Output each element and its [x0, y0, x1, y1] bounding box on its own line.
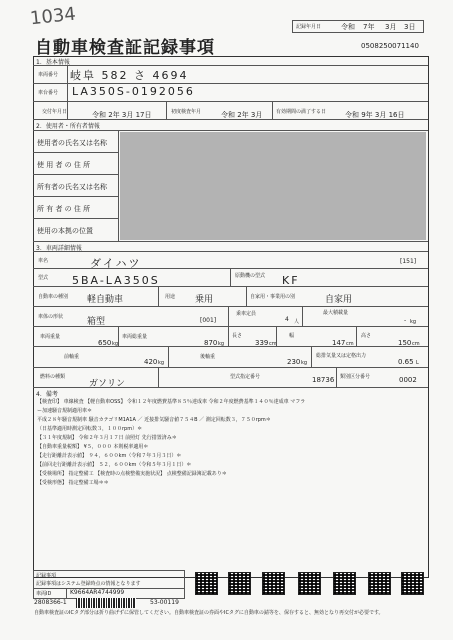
kind-value: 軽自動車 [87, 295, 124, 305]
qr-code [228, 572, 251, 595]
serial-mid: 53-00119 [150, 599, 179, 606]
redacted-owner-info [120, 132, 426, 240]
maker-code: [151] [400, 258, 417, 265]
vehicle-id-value: K9664AR4744999 [70, 589, 125, 596]
section-basic-title: 1．基本情報 [36, 59, 70, 66]
gross-value: 870 [204, 339, 218, 347]
maker-label: 車名 [38, 258, 49, 264]
priv-value: 自家用 [325, 295, 353, 305]
model-value: 5BA-LA350S [72, 274, 160, 287]
body-value: 箱型 [87, 317, 106, 327]
footer-note: 自動車検査証のICタグ部分は折り曲げずに保管してください。自動車検査証の券面やICタグに自動車の錆等を、保存すると、無効となり再交付が必要です。 [34, 610, 384, 616]
body-label: 車体の形状 [38, 314, 64, 320]
engine-value: KF [282, 274, 300, 287]
footer-box-title: 記録事項 [36, 573, 57, 579]
section-remarks-title: 4．備考 [36, 391, 58, 398]
handwritten-number: 1034 [29, 3, 77, 30]
remark-line: 平成２８年騒音規制車 騒音カテゴリM1A1A ／ 近接排気騒音値７５４B ／ 測定回転数３，７５０rpm＊ [37, 417, 271, 423]
serial-left: 2808366-1 [34, 599, 67, 606]
qr-code [333, 572, 356, 595]
record-date-label: 記録年月日 [296, 24, 322, 30]
record-date-year: 7年 [363, 23, 375, 31]
width-value: 147 [332, 339, 346, 347]
section-vehicle-title: 3．車両詳細情報 [36, 245, 82, 252]
maker-value: ダイハツ [90, 257, 142, 270]
displacement-value: 0.65 [398, 358, 414, 366]
maxload-value: - [404, 317, 407, 324]
rear-axle-value: 230 [287, 358, 301, 366]
weight-unit: kg [112, 341, 119, 347]
reg-number-label: 車両番号 [38, 72, 59, 78]
capacity-value: 4 [285, 316, 289, 323]
document-title: 自動車検査証記録事項 [35, 38, 215, 58]
remark-line: 【検査印】 車線検査 【軽自動車OSS】 令和１２年度燃費基準８５％達成車 令和２年度燃費基準１４０％達成車 マフラ [37, 399, 306, 405]
gross-unit: kg [218, 341, 225, 347]
displacement-unit: L [416, 360, 419, 366]
barcode [76, 598, 136, 608]
height-unit: cm [412, 341, 420, 347]
document-number: 0508250071140 [361, 42, 419, 50]
category-value: 0002 [399, 376, 417, 384]
footer-box-text: 記録事項はシステム登録時点の情報となります [36, 581, 141, 587]
length-label: 長さ [232, 333, 243, 339]
displacement-label: 総排気量又は定格出力 [316, 353, 367, 359]
maxload-unit: kg [410, 319, 417, 325]
body-code: [001] [200, 317, 217, 324]
capacity-label: 乗車定員 [236, 311, 257, 317]
priv-label: 自家用・事業用の別 [250, 294, 296, 300]
front-axle-label: 前軸重 [64, 354, 80, 360]
front-axle-value: 420 [144, 358, 158, 366]
base-location-label: 使用の本拠の位置 [37, 227, 93, 235]
type-approval-label: 型式指定番号 [230, 374, 261, 380]
qr-code [195, 572, 218, 595]
fuel-label: 燃料の種類 [40, 374, 66, 380]
owner-address-label: 所 有 者 の 住 所 [37, 205, 91, 213]
record-date-box [292, 20, 424, 33]
use-label: 用途 [165, 294, 176, 300]
section-user-title: 2．使用者・所有者情報 [36, 123, 100, 130]
user-name-label: 使用者の氏名又は名称 [37, 139, 107, 147]
qr-code [368, 572, 391, 595]
width-label: 幅 [289, 333, 295, 339]
record-date-month: 3月 [385, 23, 397, 31]
first-reg-value: 令和 2年 3月 [221, 111, 263, 119]
remark-line: 【３１年度規制】 令和２年３月１７日 前照灯 先行措置済み＊ [37, 435, 177, 441]
length-unit: cm [269, 341, 277, 347]
user-address-label: 使 用 者 の 住 所 [37, 161, 91, 169]
remark-line: 【走行距離計表示値】 ９４，６００km（令和７年３月３日）＊ [37, 453, 182, 459]
remark-line: 【受検形態】 指定整備工場＊＊ [37, 480, 109, 486]
footer-info-box [33, 570, 185, 599]
gross-label: 車両総重量 [122, 334, 148, 340]
record-date-era: 令和 [341, 23, 355, 31]
height-label: 高さ [361, 333, 372, 339]
model-label: 型式 [38, 275, 49, 281]
height-value: 150 [398, 339, 412, 347]
rear-axle-label: 後軸重 [200, 354, 216, 360]
category-label: 類別区分番号 [340, 374, 371, 380]
expiry-label: 有効期間の満了する日 [276, 109, 327, 115]
record-date-day: 3日 [404, 23, 416, 31]
maxload-label: 最大積載量 [323, 310, 349, 316]
chassis-label: 車台番号 [38, 90, 59, 96]
remark-line: ー加速騒音規制適用車＊ [37, 408, 93, 414]
first-reg-label: 初度検査年月 [171, 109, 202, 115]
issue-date-value: 令和 2年 3月 17日 [92, 111, 152, 119]
remark-line: 【自動車重量税額】 ¥５，０００ 本則税率適用＊ [37, 444, 149, 450]
use-value: 乗用 [195, 295, 214, 305]
weight-label: 車両重量 [40, 334, 61, 340]
remark-line: 【前回走行距離計表示値】 ５２，６００km（令和５年３月１日）＊ [37, 462, 192, 468]
front-axle-unit: kg [158, 360, 165, 366]
vehicle-id-label: 車両ID [36, 591, 52, 597]
issue-date-label: 交付年月日 [42, 109, 68, 115]
qr-code [262, 572, 285, 595]
remark-line: （日基準適用時測定回転数３，１００rpm）＊ [37, 426, 143, 432]
rear-axle-unit: kg [301, 360, 308, 366]
engine-label: 原動機の型式 [235, 273, 266, 279]
expiry-value: 令和 9年 3月 16日 [345, 111, 405, 119]
weight-value: 650 [98, 339, 112, 347]
length-value: 339 [255, 339, 269, 347]
qr-code [298, 572, 321, 595]
qr-code [401, 572, 424, 595]
fuel-value: ガソリン [89, 379, 126, 389]
remark-line: 【受検場所】 指定整備工 【検査時の点検整備実施状況】 点検整備記録簿記載あり＊ [37, 471, 227, 477]
type-approval-value: 18736 [312, 376, 335, 384]
capacity-unit: 人 [294, 319, 300, 325]
owner-name-label: 所有者の氏名又は名称 [37, 183, 107, 191]
width-unit: cm [346, 341, 354, 347]
chassis-value: LA350S-0192056 [72, 85, 195, 98]
reg-number-value: 岐阜 582 さ 4694 [70, 69, 189, 82]
kind-label: 自動車の種別 [38, 294, 69, 300]
